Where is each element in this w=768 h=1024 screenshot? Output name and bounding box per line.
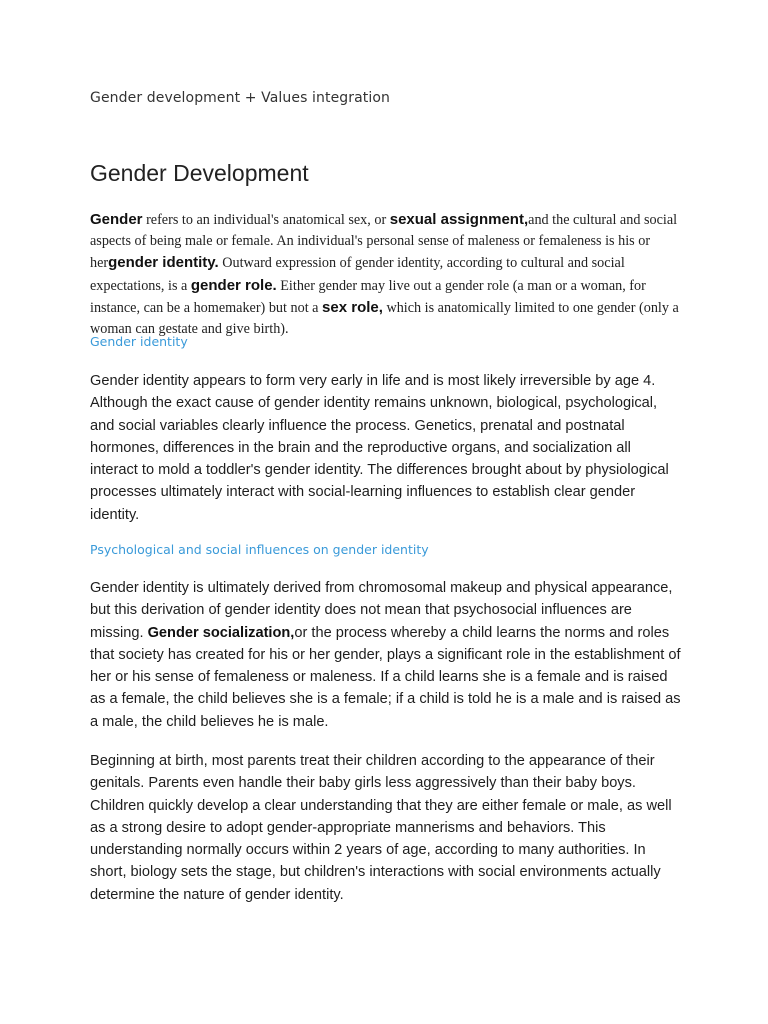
page-heading: Gender Development: [90, 160, 309, 186]
intro-text-1: refers to an individual's anatomical sex, or: [142, 212, 390, 228]
term-gender: Gender: [90, 211, 143, 228]
intro-text-2: and the cultural and social aspects of being male or female. An individual's personal sense of maleness or femaleness is his or her: [90, 212, 678, 272]
document-title: Gender development + Values integration: [90, 90, 391, 106]
gender-identity-paragraph: Gender identity appears to form very early in life and is most likely irreversible by age 4. Although the exact cause of gender identity remains unknown, biological, psychological, and social variables clearly influence the process. Genetics, prenatal and postnatal hormones, differences in the brain and the reproductive organs, and socialization all interact to mold a toddler's gender identity. The differences brought about by physiological processes ultimately interact with social-learning influences to establish clear gender identity.: [90, 373, 669, 523]
intro-text-5: which is anatomically limited to one gender (only a woman can gestate and give birth).: [90, 299, 679, 338]
psychological-social-influences-link[interactable]: Psychological and social influences on gender identity: [90, 542, 429, 557]
psychosocial-paragraph: [90, 577, 682, 733]
term-sex-role: sex role,: [322, 298, 383, 316]
gender-identity-link[interactable]: Gender identity: [90, 334, 188, 349]
term-gender-role: gender role.: [190, 276, 277, 294]
term-sexual-assignment: sexual assignment,: [389, 211, 529, 228]
psychosocial-text-2: or the process whereby a child learns the norms and roles that society has created for his or her gender, plays a significant role in the establishment of her or his sense of femaleness or maleness. If a child learns she is a female and is raised as a female, the child believes she is a female; if a child is told he is a male and is raised as a male, the child believes he is male.: [90, 624, 681, 730]
intro-text-4: Either gender may live out a gender role (a man or a woman, for instance, can be a homemaker) but not a: [90, 277, 646, 316]
psychosocial-text-1: Gender identity is ultimately derived from chromosomal makeup and physical appearance, but this derivation of gender identity does not mean that psychosocial influences are missing.: [90, 580, 673, 641]
term-gender-identity: gender identity.: [108, 254, 219, 272]
birth-paragraph: Beginning at birth, most parents treat their children according to the appearance of their genitals. Parents even handle their baby girls less aggressively than their baby boys. Children quickly develop a clear understanding that they are either female or male, as well as a strong desire to adopt gender-appropriate mannerisms and behaviors. This understanding normally occurs within 2 years of age, according to many authorities. In short, biology sets the stage, but children's interactions with social environments actually determine the nature of gender identity.: [90, 753, 672, 903]
term-gender-socialization: Gender socialization,: [147, 624, 295, 641]
intro-text-3: Outward expression of gender identity, according to cultural and social expectations, is a: [90, 255, 625, 294]
intro-paragraph: [90, 209, 680, 340]
